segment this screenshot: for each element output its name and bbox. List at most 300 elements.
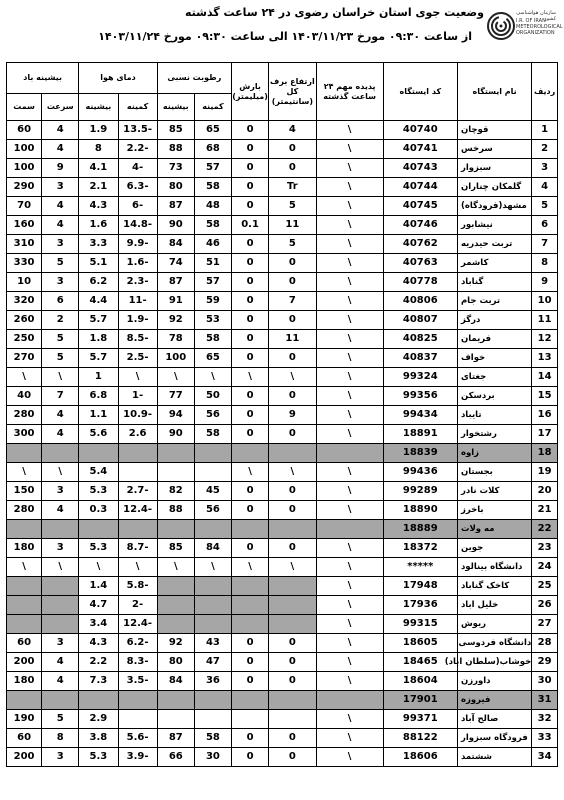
cell-humidity-min: 36 xyxy=(194,672,231,691)
cell-precip: 0 xyxy=(232,653,269,672)
cell-snow-depth: 0 xyxy=(269,634,316,653)
cell-humidity-max: 85 xyxy=(157,539,194,558)
cell-precip xyxy=(232,596,269,615)
cell-phenomenon: \ xyxy=(316,653,383,672)
cell-humidity-min xyxy=(194,710,231,729)
cell-snow-depth: \ xyxy=(269,463,316,482)
cell-station-code: 18890 xyxy=(383,501,457,520)
cell-phenomenon: \ xyxy=(316,406,383,425)
table-header-row-1 xyxy=(7,63,558,94)
cell-temp-min: 2.6 xyxy=(118,425,157,444)
cell-station-code: 99371 xyxy=(383,710,457,729)
cell-temp-max: 4.3 xyxy=(79,634,118,653)
col-humidity: رطوبت نسبی xyxy=(157,63,231,94)
cell-temp-max: 4.7 xyxy=(79,596,118,615)
cell-humidity-max: 92 xyxy=(157,634,194,653)
cell-phenomenon xyxy=(316,444,383,463)
cell-snow-depth: Tr xyxy=(269,178,316,197)
cell-row-number: 16 xyxy=(532,406,558,425)
cell-station-name: تایباد xyxy=(457,406,531,425)
cell-row-number: 6 xyxy=(532,216,558,235)
cell-station-code: 17901 xyxy=(383,691,457,710)
cell-snow-depth: 11 xyxy=(269,216,316,235)
cell-humidity-min: 58 xyxy=(194,425,231,444)
cell-humidity-min: 57 xyxy=(194,159,231,178)
report-period: از ساعت ۰۹:۳۰ مورخ ۱۴۰۳/۱۱/۲۳ الی ساعت ۰۹:۳۰ مورخ ۱۴۰۳/۱۱/۲۴ xyxy=(98,30,472,43)
cell-station-name: ریوش xyxy=(457,615,531,634)
cell-row-number: 26 xyxy=(532,596,558,615)
table-body xyxy=(7,121,558,767)
cell-humidity-max: 88 xyxy=(157,501,194,520)
cell-wind-direction: 300 xyxy=(7,425,42,444)
cell-phenomenon: \ xyxy=(316,235,383,254)
cell-row-number: 19 xyxy=(532,463,558,482)
cell-temp-max: \ xyxy=(79,558,118,577)
report-title: وضعیت جوی استان خراسان رضوی در ۲۴ ساعت گذشته xyxy=(184,6,484,19)
cell-precip: 0 xyxy=(232,672,269,691)
cell-wind-speed: 4 xyxy=(42,653,79,672)
cell-phenomenon: \ xyxy=(316,672,383,691)
cell-row-number: 3 xyxy=(532,159,558,178)
cell-station-code: 40778 xyxy=(383,273,457,292)
cell-temp-min xyxy=(118,444,157,463)
cell-humidity-min: 56 xyxy=(194,406,231,425)
cell-temp-min: -8.3 xyxy=(118,653,157,672)
cell-row-number: 30 xyxy=(532,672,558,691)
cell-wind-speed: 5 xyxy=(42,330,79,349)
cell-wind-speed: 5 xyxy=(42,254,79,273)
cell-humidity-max: 78 xyxy=(157,330,194,349)
cell-phenomenon: \ xyxy=(316,311,383,330)
cell-wind-speed: 4 xyxy=(42,216,79,235)
cell-snow-depth: 9 xyxy=(269,406,316,425)
cell-row-number: 7 xyxy=(532,235,558,254)
table-row xyxy=(7,387,558,406)
cell-snow-depth xyxy=(269,444,316,463)
cell-temp-max: 6.2 xyxy=(79,273,118,292)
cell-station-name: مشهد(فرودگاه) xyxy=(457,197,531,216)
cell-station-code: 40746 xyxy=(383,216,457,235)
cell-station-code: 99356 xyxy=(383,387,457,406)
cell-row-number: 17 xyxy=(532,425,558,444)
cell-humidity-max: 90 xyxy=(157,216,194,235)
table-row xyxy=(7,482,558,501)
cell-row-number: 5 xyxy=(532,197,558,216)
col-max-wind: بیشینه باد xyxy=(7,63,79,94)
cell-wind-speed xyxy=(42,444,79,463)
cell-snow-depth: \ xyxy=(269,368,316,387)
cell-temp-max: 8 xyxy=(79,140,118,159)
cell-temp-min: -6.3 xyxy=(118,178,157,197)
cell-temp-max: 1.9 xyxy=(79,121,118,140)
cell-wind-direction: 200 xyxy=(7,653,42,672)
cell-humidity-max: 80 xyxy=(157,178,194,197)
cell-wind-speed: 8 xyxy=(42,729,79,748)
cell-temp-max: 5.3 xyxy=(79,748,118,767)
table-row xyxy=(7,444,558,463)
cell-phenomenon: \ xyxy=(316,140,383,159)
cell-temp-max: 3.3 xyxy=(79,235,118,254)
cell-temp-min: -3.9 xyxy=(118,748,157,767)
cell-wind-speed xyxy=(42,691,79,710)
cell-wind-direction: 150 xyxy=(7,482,42,501)
cell-snow-depth: 0 xyxy=(269,273,316,292)
cell-temp-max: 2.9 xyxy=(79,710,118,729)
cell-snow-depth: 0 xyxy=(269,425,316,444)
cell-temp-min: \ xyxy=(118,368,157,387)
cell-row-number: 15 xyxy=(532,387,558,406)
table-row xyxy=(7,691,558,710)
cell-phenomenon: \ xyxy=(316,216,383,235)
cell-humidity-max: 94 xyxy=(157,406,194,425)
table-row xyxy=(7,349,558,368)
cell-wind-direction: \ xyxy=(7,463,42,482)
cell-temp-min: -2 xyxy=(118,596,157,615)
cell-phenomenon xyxy=(316,691,383,710)
cell-station-name: زاوه xyxy=(457,444,531,463)
cell-station-code: 18604 xyxy=(383,672,457,691)
cell-precip xyxy=(232,577,269,596)
cell-wind-direction: 60 xyxy=(7,121,42,140)
col-phenomenon: پدیده مهم ۲۴ ساعت گذشته xyxy=(316,63,383,121)
cell-phenomenon: \ xyxy=(316,178,383,197)
cell-row-number: 24 xyxy=(532,558,558,577)
cell-temp-min: -12.4 xyxy=(118,615,157,634)
cell-station-name: باخرز xyxy=(457,501,531,520)
cell-row-number: 27 xyxy=(532,615,558,634)
cell-temp-min: -14.8 xyxy=(118,216,157,235)
cell-station-code: 18891 xyxy=(383,425,457,444)
cell-humidity-min: 58 xyxy=(194,216,231,235)
table-row xyxy=(7,254,558,273)
cell-temp-min: -8.5 xyxy=(118,330,157,349)
table-row xyxy=(7,140,558,159)
cell-wind-speed: 9 xyxy=(42,159,79,178)
cell-row-number: 1 xyxy=(532,121,558,140)
cell-humidity-min: 53 xyxy=(194,311,231,330)
col-wind-speed: سرعت xyxy=(42,94,79,121)
cell-snow-depth: 0 xyxy=(269,387,316,406)
cell-station-name: فیروزه xyxy=(457,691,531,710)
cell-temp-min: -2.2 xyxy=(118,140,157,159)
cell-row-number: 23 xyxy=(532,539,558,558)
cell-precip: 0 xyxy=(232,292,269,311)
cell-temp-min: -10.9 xyxy=(118,406,157,425)
cell-wind-speed xyxy=(42,596,79,615)
cell-station-code: 40806 xyxy=(383,292,457,311)
cell-wind-speed: 4 xyxy=(42,406,79,425)
cell-temp-min: -1.9 xyxy=(118,311,157,330)
cell-wind-direction: 260 xyxy=(7,311,42,330)
cell-snow-depth: 0 xyxy=(269,482,316,501)
cell-wind-speed: 4 xyxy=(42,501,79,520)
cell-temp-min: -12.4 xyxy=(118,501,157,520)
cell-station-name: جوین xyxy=(457,539,531,558)
cell-wind-speed: 4 xyxy=(42,425,79,444)
table-row xyxy=(7,539,558,558)
cell-snow-depth: 7 xyxy=(269,292,316,311)
cell-wind-speed: \ xyxy=(42,368,79,387)
cell-humidity-min: 46 xyxy=(194,235,231,254)
cell-row-number: 21 xyxy=(532,501,558,520)
cell-temp-min: \ xyxy=(118,558,157,577)
cell-station-name: کلات نادر xyxy=(457,482,531,501)
cell-row-number: 33 xyxy=(532,729,558,748)
cell-row-number: 22 xyxy=(532,520,558,539)
cell-precip: 0 xyxy=(232,349,269,368)
cell-humidity-max: 74 xyxy=(157,254,194,273)
cell-snow-depth: 4 xyxy=(269,121,316,140)
cell-wind-speed xyxy=(42,577,79,596)
cell-station-code: 99315 xyxy=(383,615,457,634)
cell-humidity-max: \ xyxy=(157,558,194,577)
cell-humidity-max: \ xyxy=(157,368,194,387)
cell-wind-direction: 310 xyxy=(7,235,42,254)
cell-station-code: 40837 xyxy=(383,349,457,368)
cell-wind-speed: 4 xyxy=(42,672,79,691)
cell-temp-max: 5.6 xyxy=(79,425,118,444)
cell-station-name: داورزن xyxy=(457,672,531,691)
report-header xyxy=(0,0,564,62)
cell-temp-max: 1.6 xyxy=(79,216,118,235)
col-snow-depth xyxy=(269,63,316,121)
cell-phenomenon: \ xyxy=(316,254,383,273)
table-row xyxy=(7,178,558,197)
cell-wind-direction: 160 xyxy=(7,216,42,235)
cell-humidity-max: 77 xyxy=(157,387,194,406)
col-station-name: نام ایستگاه xyxy=(457,63,531,121)
cell-station-code: 99436 xyxy=(383,463,457,482)
cell-phenomenon: \ xyxy=(316,425,383,444)
table-row xyxy=(7,463,558,482)
cell-wind-speed: 4 xyxy=(42,121,79,140)
cell-wind-direction: 280 xyxy=(7,406,42,425)
cell-snow-depth: 5 xyxy=(269,235,316,254)
cell-station-code: 40807 xyxy=(383,311,457,330)
cell-wind-speed: \ xyxy=(42,463,79,482)
cell-phenomenon: \ xyxy=(316,596,383,615)
table-row xyxy=(7,596,558,615)
cell-temp-max: 1.4 xyxy=(79,577,118,596)
cell-humidity-max: 88 xyxy=(157,140,194,159)
cell-wind-direction: 280 xyxy=(7,501,42,520)
cell-station-code: 18606 xyxy=(383,748,457,767)
cell-precip: 0 xyxy=(232,330,269,349)
cell-temp-min: -5.8 xyxy=(118,577,157,596)
cell-wind-direction: 190 xyxy=(7,710,42,729)
meteorological-organization-logo xyxy=(486,4,563,56)
cell-station-name: ششتمد xyxy=(457,748,531,767)
cell-station-code: 40763 xyxy=(383,254,457,273)
cell-wind-direction: 180 xyxy=(7,672,42,691)
cell-temp-min: -1 xyxy=(118,387,157,406)
cell-wind-direction xyxy=(7,444,42,463)
cell-station-code: 40741 xyxy=(383,140,457,159)
cell-station-name: تربت حیدریه xyxy=(457,235,531,254)
cell-wind-speed: 3 xyxy=(42,273,79,292)
cell-temp-max: 5.4 xyxy=(79,463,118,482)
cell-station-code: 40743 xyxy=(383,159,457,178)
cell-humidity-max: 73 xyxy=(157,159,194,178)
cell-phenomenon: \ xyxy=(316,463,383,482)
cell-snow-depth xyxy=(269,520,316,539)
cell-station-name: سرخس xyxy=(457,140,531,159)
cell-station-name: مه ولات xyxy=(457,520,531,539)
cell-station-name: تربت جام xyxy=(457,292,531,311)
cell-temp-max: 5.7 xyxy=(79,311,118,330)
cell-humidity-min: 43 xyxy=(194,634,231,653)
cell-humidity-min xyxy=(194,520,231,539)
cell-temp-max: 5.3 xyxy=(79,539,118,558)
cell-snow-depth: 0 xyxy=(269,254,316,273)
cell-wind-direction: 70 xyxy=(7,197,42,216)
col-humidity-max: بیشینه xyxy=(157,94,194,121)
cell-row-number: 13 xyxy=(532,349,558,368)
col-row-number: ردیف xyxy=(532,63,558,121)
col-wind-direction: سمت xyxy=(7,94,42,121)
cell-wind-direction: 60 xyxy=(7,634,42,653)
cell-wind-direction: 10 xyxy=(7,273,42,292)
cell-wind-direction: 100 xyxy=(7,140,42,159)
cell-precip: 0 xyxy=(232,387,269,406)
cell-precip: 0 xyxy=(232,197,269,216)
cell-station-name: دانشگاه بینالود xyxy=(457,558,531,577)
cell-temp-min: -1.6 xyxy=(118,254,157,273)
cell-humidity-min: 58 xyxy=(194,729,231,748)
cell-station-name: فرودگاه سبزوار xyxy=(457,729,531,748)
cell-phenomenon: \ xyxy=(316,121,383,140)
table-row xyxy=(7,292,558,311)
cell-wind-direction xyxy=(7,577,42,596)
cell-humidity-min xyxy=(194,463,231,482)
col-temperature: دمای هوا xyxy=(79,63,157,94)
table-row xyxy=(7,615,558,634)
cell-snow-depth xyxy=(269,596,316,615)
table-row xyxy=(7,501,558,520)
cell-snow-depth xyxy=(269,577,316,596)
cell-precip xyxy=(232,615,269,634)
cell-snow-depth: 0 xyxy=(269,311,316,330)
cell-temp-max: 1 xyxy=(79,368,118,387)
cell-snow-depth: 11 xyxy=(269,330,316,349)
cell-humidity-max: 87 xyxy=(157,273,194,292)
cell-temp-min xyxy=(118,691,157,710)
cell-wind-speed xyxy=(42,615,79,634)
table-row xyxy=(7,748,558,767)
cell-phenomenon: \ xyxy=(316,292,383,311)
cell-wind-speed: 2 xyxy=(42,311,79,330)
cell-precip xyxy=(232,691,269,710)
cell-snow-depth: 0 xyxy=(269,653,316,672)
cell-station-code: 18839 xyxy=(383,444,457,463)
cell-humidity-max: 84 xyxy=(157,672,194,691)
cell-station-name: درگز xyxy=(457,311,531,330)
cell-temp-max xyxy=(79,691,118,710)
cell-wind-speed: 3 xyxy=(42,482,79,501)
cell-humidity-min: 59 xyxy=(194,292,231,311)
cell-precip: 0 xyxy=(232,539,269,558)
cell-temp-max: 4.4 xyxy=(79,292,118,311)
cell-station-code: 88122 xyxy=(383,729,457,748)
cell-phenomenon: \ xyxy=(316,482,383,501)
cell-snow-depth: 0 xyxy=(269,729,316,748)
cell-wind-direction: \ xyxy=(7,368,42,387)
cell-station-name: فریمان xyxy=(457,330,531,349)
cell-snow-depth: 0 xyxy=(269,140,316,159)
cell-row-number: 14 xyxy=(532,368,558,387)
cell-row-number: 11 xyxy=(532,311,558,330)
cell-temp-min xyxy=(118,463,157,482)
cell-station-name: سبزوار xyxy=(457,159,531,178)
spiral-logo-icon xyxy=(486,4,516,48)
cell-precip: 0 xyxy=(232,311,269,330)
cell-station-name: گلمکان چناران xyxy=(457,178,531,197)
cell-precip: 0 xyxy=(232,425,269,444)
cell-phenomenon: \ xyxy=(316,501,383,520)
cell-precip: 0 xyxy=(232,235,269,254)
cell-wind-direction: 250 xyxy=(7,330,42,349)
cell-precip: 0 xyxy=(232,501,269,520)
cell-station-code: 40740 xyxy=(383,121,457,140)
cell-humidity-min xyxy=(194,691,231,710)
cell-snow-depth xyxy=(269,691,316,710)
cell-precip: 0 xyxy=(232,482,269,501)
cell-humidity-min: 58 xyxy=(194,330,231,349)
cell-station-code: 18889 xyxy=(383,520,457,539)
cell-snow-depth xyxy=(269,615,316,634)
cell-humidity-max xyxy=(157,691,194,710)
cell-phenomenon: \ xyxy=(316,387,383,406)
cell-humidity-max xyxy=(157,596,194,615)
cell-humidity-max xyxy=(157,444,194,463)
cell-wind-direction: 330 xyxy=(7,254,42,273)
cell-precip: 0 xyxy=(232,140,269,159)
cell-phenomenon: \ xyxy=(316,330,383,349)
col-temp-min: کمینه xyxy=(118,94,157,121)
cell-station-code: ***** xyxy=(383,558,457,577)
col-humidity-min: کمینه xyxy=(194,94,231,121)
cell-precip: 0 xyxy=(232,273,269,292)
cell-humidity-min: 84 xyxy=(194,539,231,558)
cell-temp-max: 1.8 xyxy=(79,330,118,349)
cell-station-name: کاخک گناباد xyxy=(457,577,531,596)
logo-text-fa: سازمان هواشناسی کشور xyxy=(516,10,556,22)
cell-snow-depth: 0 xyxy=(269,539,316,558)
cell-humidity-min: 50 xyxy=(194,387,231,406)
cell-humidity-max: 84 xyxy=(157,235,194,254)
cell-temp-max: 3.8 xyxy=(79,729,118,748)
cell-phenomenon: \ xyxy=(316,273,383,292)
cell-humidity-min: \ xyxy=(194,368,231,387)
table-row xyxy=(7,672,558,691)
table-row xyxy=(7,425,558,444)
cell-temp-min: -2.5 xyxy=(118,349,157,368)
cell-phenomenon: \ xyxy=(316,710,383,729)
cell-temp-min: -4 xyxy=(118,159,157,178)
cell-humidity-min: 45 xyxy=(194,482,231,501)
cell-wind-direction xyxy=(7,596,42,615)
cell-temp-max: 3.4 xyxy=(79,615,118,634)
table-row xyxy=(7,216,558,235)
table-row xyxy=(7,197,558,216)
cell-humidity-min xyxy=(194,577,231,596)
cell-precip: 0.1 xyxy=(232,216,269,235)
cell-humidity-min xyxy=(194,615,231,634)
weather-data-table xyxy=(6,62,558,767)
cell-wind-speed: 4 xyxy=(42,140,79,159)
cell-phenomenon: \ xyxy=(316,558,383,577)
cell-station-name: کاشمر xyxy=(457,254,531,273)
